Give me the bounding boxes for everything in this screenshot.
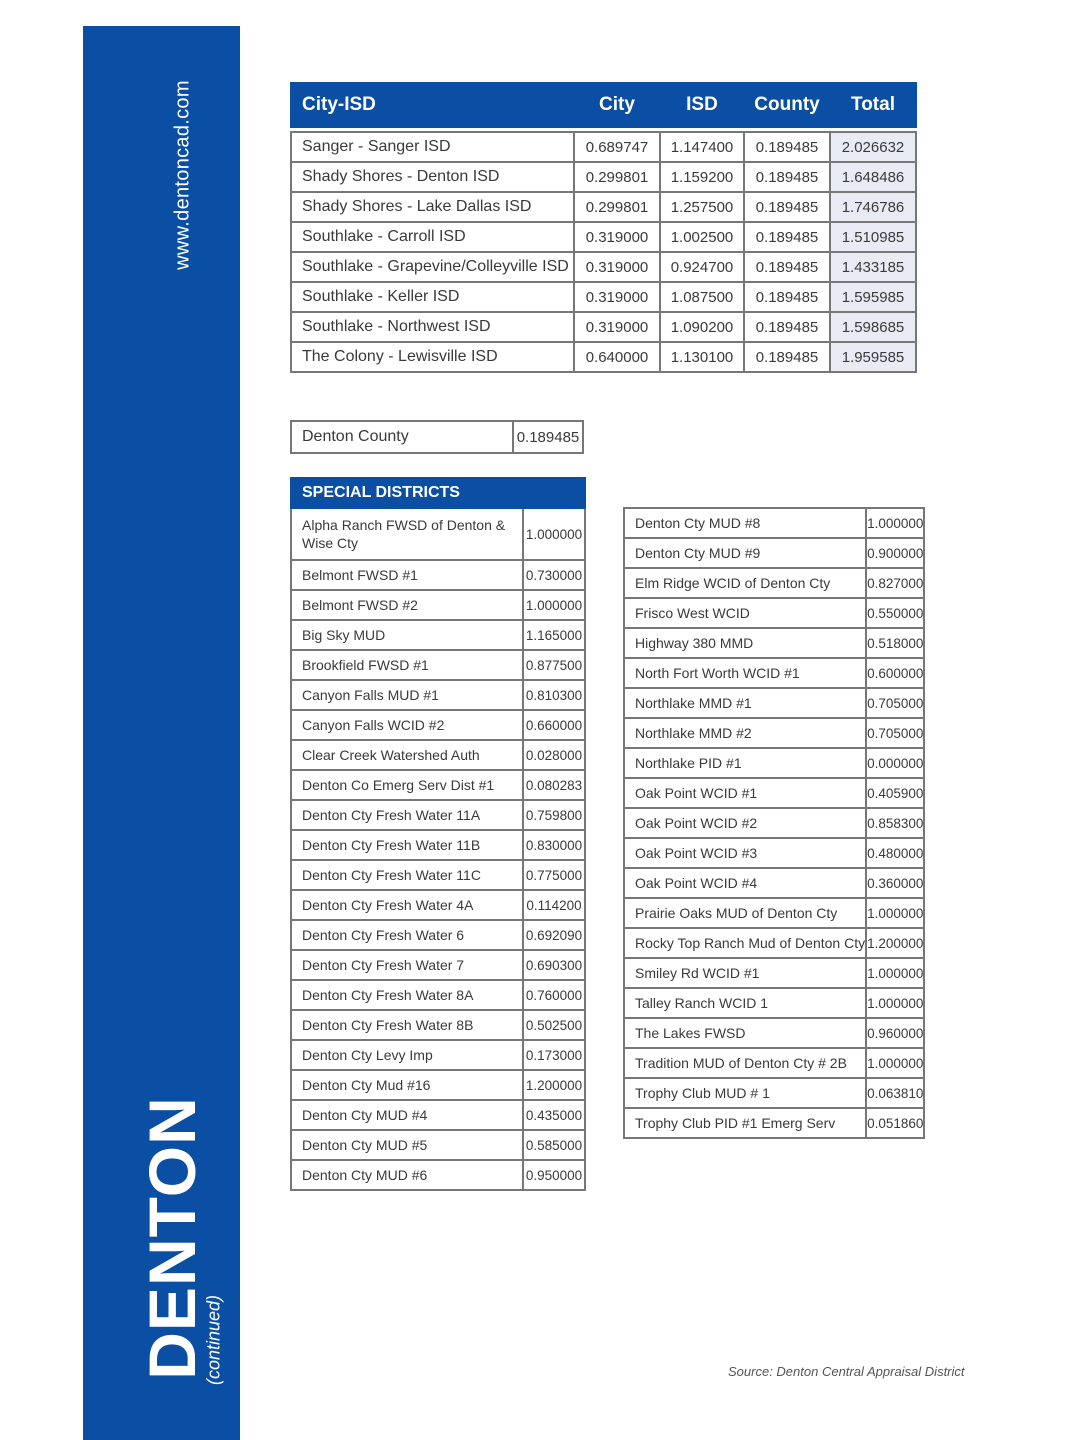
continued-label: (continued) — [203, 1294, 224, 1386]
denton-county-rate-table — [290, 420, 584, 454]
table-row — [624, 988, 924, 1018]
district-rate: 1.000000 — [523, 508, 585, 560]
county-rate: 0.189485 — [513, 421, 583, 453]
district-rate: 1.165000 — [523, 620, 585, 650]
district-name: Denton Cty Fresh Water 11C — [291, 860, 523, 890]
district-name: Denton Cty Fresh Water 11A — [291, 800, 523, 830]
total-rate: 1.433185 — [830, 252, 916, 282]
table-row — [624, 958, 924, 988]
district-name: Elm Ridge WCID of Denton Cty — [624, 568, 866, 598]
table-row — [291, 162, 916, 192]
city-rate: 0.689747 — [574, 132, 660, 162]
district-name: Trophy Club MUD # 1 — [624, 1078, 866, 1108]
table-row — [624, 658, 924, 688]
district-name: Frisco West WCID — [624, 598, 866, 628]
district-name: Denton Cty Fresh Water 7 — [291, 950, 523, 980]
district-name: Prairie Oaks MUD of Denton Cty — [624, 898, 866, 928]
district-name: Tradition MUD of Denton Cty # 2B — [624, 1048, 866, 1078]
district-name: Northlake MMD #1 — [624, 688, 866, 718]
district-name: Canyon Falls MUD #1 — [291, 680, 523, 710]
table-row — [624, 898, 924, 928]
district-name: Northlake PID #1 — [624, 748, 866, 778]
table-row — [291, 830, 585, 860]
table-row — [291, 560, 585, 590]
district-rate: 0.518000 — [866, 628, 924, 658]
district-rate: 0.877500 — [523, 650, 585, 680]
header-isd: ISD — [660, 83, 744, 127]
total-rate: 1.510985 — [830, 222, 916, 252]
city-rate: 0.319000 — [574, 282, 660, 312]
table-row — [624, 508, 924, 538]
county-rate: 0.189485 — [744, 192, 830, 222]
district-rate: 1.000000 — [866, 988, 924, 1018]
table-row — [291, 1130, 585, 1160]
table-row — [291, 421, 583, 453]
source-note: Source: Denton Central Appraisal District — [728, 1364, 965, 1379]
county-rate: 0.189485 — [744, 342, 830, 372]
district-rate: 0.051860 — [866, 1108, 924, 1138]
table-row — [291, 650, 585, 680]
table-row — [291, 508, 585, 560]
table-row — [291, 342, 916, 372]
county-rate: 0.189485 — [744, 222, 830, 252]
district-name: The Lakes FWSD — [624, 1018, 866, 1048]
district-rate: 0.114200 — [523, 890, 585, 920]
county-name: Denton County — [291, 421, 513, 453]
city-rate: 0.319000 — [574, 312, 660, 342]
table-row — [291, 192, 916, 222]
district-rate: 0.858300 — [866, 808, 924, 838]
isd-rate: 1.257500 — [660, 192, 744, 222]
table-row — [291, 680, 585, 710]
city-isd-name: Southlake - Keller ISD — [291, 282, 574, 312]
district-rate: 0.480000 — [866, 838, 924, 868]
district-rate: 0.080283 — [523, 770, 585, 800]
table-row — [291, 1070, 585, 1100]
table-row — [291, 590, 585, 620]
table-row — [624, 688, 924, 718]
district-name: Denton Cty Fresh Water 8A — [291, 980, 523, 1010]
total-rate: 2.026632 — [830, 132, 916, 162]
district-rate: 0.950000 — [523, 1160, 585, 1190]
city-rate: 0.319000 — [574, 252, 660, 282]
district-rate: 0.760000 — [523, 980, 585, 1010]
district-rate: 0.435000 — [523, 1100, 585, 1130]
city-isd-table — [290, 82, 917, 373]
city-isd-name: Southlake - Grapevine/Colleyville ISD — [291, 252, 574, 282]
city-isd-name: Sanger - Sanger ISD — [291, 132, 574, 162]
table-row — [291, 252, 916, 282]
special-districts-header: SPECIAL DISTRICTS — [291, 478, 585, 508]
table-row — [624, 628, 924, 658]
total-rate: 1.598685 — [830, 312, 916, 342]
table-row — [291, 860, 585, 890]
table-row — [291, 620, 585, 650]
district-rate: 0.063810 — [866, 1078, 924, 1108]
city-rate: 0.319000 — [574, 222, 660, 252]
district-name: Denton Cty Mud #16 — [291, 1070, 523, 1100]
district-rate: 0.585000 — [523, 1130, 585, 1160]
table-row — [291, 1040, 585, 1070]
district-name: Denton Cty MUD #5 — [291, 1130, 523, 1160]
district-name: Oak Point WCID #2 — [624, 808, 866, 838]
district-rate: 0.000000 — [866, 748, 924, 778]
table-row — [624, 598, 924, 628]
district-rate: 1.000000 — [866, 1048, 924, 1078]
district-rate: 1.200000 — [523, 1070, 585, 1100]
county-rate: 0.189485 — [744, 312, 830, 342]
city-isd-name: Shady Shores - Denton ISD — [291, 162, 574, 192]
city-isd-name: Shady Shores - Lake Dallas ISD — [291, 192, 574, 222]
district-rate: 0.705000 — [866, 718, 924, 748]
district-name: Denton Cty MUD #6 — [291, 1160, 523, 1190]
header-city-isd: City-ISD — [291, 83, 574, 127]
table-row — [291, 740, 585, 770]
district-rate: 1.000000 — [866, 958, 924, 988]
table-row — [291, 222, 916, 252]
city-isd-name: Southlake - Carroll ISD — [291, 222, 574, 252]
district-name: Smiley Rd WCID #1 — [624, 958, 866, 988]
website-url[interactable]: www.dentoncad.com — [171, 80, 194, 270]
district-rate: 0.775000 — [523, 860, 585, 890]
district-rate: 0.660000 — [523, 710, 585, 740]
isd-rate: 1.087500 — [660, 282, 744, 312]
district-name: Belmont FWSD #1 — [291, 560, 523, 590]
table-row — [291, 770, 585, 800]
table-row — [291, 132, 916, 162]
header-total: Total — [830, 83, 916, 127]
district-rate: 0.405900 — [866, 778, 924, 808]
district-name: Canyon Falls WCID #2 — [291, 710, 523, 740]
total-rate: 1.959585 — [830, 342, 916, 372]
city-isd-name: Southlake - Northwest ISD — [291, 312, 574, 342]
district-name: Denton Cty MUD #8 — [624, 508, 866, 538]
table-header-row — [291, 83, 916, 127]
city-isd-name: The Colony - Lewisville ISD — [291, 342, 574, 372]
district-name: Big Sky MUD — [291, 620, 523, 650]
table-row — [624, 808, 924, 838]
table-row — [624, 1018, 924, 1048]
district-name: Denton Cty MUD #4 — [291, 1100, 523, 1130]
district-name: Denton Cty Fresh Water 4A — [291, 890, 523, 920]
header-county: County — [744, 83, 830, 127]
city-rate: 0.299801 — [574, 162, 660, 192]
district-name: Highway 380 MMD — [624, 628, 866, 658]
table-row — [624, 748, 924, 778]
district-name: Northlake MMD #2 — [624, 718, 866, 748]
district-name: Alpha Ranch FWSD of Denton & Wise Cty — [291, 508, 523, 560]
district-rate: 0.502500 — [523, 1010, 585, 1040]
district-rate: 1.000000 — [866, 898, 924, 928]
isd-rate: 1.002500 — [660, 222, 744, 252]
isd-rate: 1.159200 — [660, 162, 744, 192]
district-rate: 0.600000 — [866, 658, 924, 688]
district-rate: 0.960000 — [866, 1018, 924, 1048]
district-name: Denton Cty Fresh Water 6 — [291, 920, 523, 950]
county-rate: 0.189485 — [744, 162, 830, 192]
isd-rate: 1.147400 — [660, 132, 744, 162]
table-row — [624, 718, 924, 748]
district-name: Belmont FWSD #2 — [291, 590, 523, 620]
table-row — [291, 1160, 585, 1190]
district-rate: 1.000000 — [523, 590, 585, 620]
table-row — [624, 538, 924, 568]
table-row — [624, 1078, 924, 1108]
district-name: Denton Cty Fresh Water 11B — [291, 830, 523, 860]
district-name: Oak Point WCID #3 — [624, 838, 866, 868]
table-row — [291, 710, 585, 740]
county-rate: 0.189485 — [744, 132, 830, 162]
district-rate: 1.000000 — [866, 508, 924, 538]
district-name: Denton Cty MUD #9 — [624, 538, 866, 568]
table-row — [291, 312, 916, 342]
county-rate: 0.189485 — [744, 282, 830, 312]
table-row — [624, 568, 924, 598]
table-row — [624, 778, 924, 808]
district-name: Denton Cty Levy Imp — [291, 1040, 523, 1070]
district-name: Brookfield FWSD #1 — [291, 650, 523, 680]
isd-rate: 1.090200 — [660, 312, 744, 342]
total-rate: 1.595985 — [830, 282, 916, 312]
district-name: Clear Creek Watershed Auth — [291, 740, 523, 770]
special-districts-table-left — [290, 477, 586, 1191]
district-name: Oak Point WCID #4 — [624, 868, 866, 898]
table-row — [291, 890, 585, 920]
header-city: City — [574, 83, 660, 127]
county-rate: 0.189485 — [744, 252, 830, 282]
county-title: DENTON — [135, 1096, 209, 1380]
table-row — [624, 838, 924, 868]
table-row — [291, 1100, 585, 1130]
district-rate: 0.690300 — [523, 950, 585, 980]
table-row — [291, 800, 585, 830]
district-rate: 0.360000 — [866, 868, 924, 898]
table-row — [291, 282, 916, 312]
isd-rate: 0.924700 — [660, 252, 744, 282]
district-name: Talley Ranch WCID 1 — [624, 988, 866, 1018]
district-rate: 0.730000 — [523, 560, 585, 590]
table-row — [291, 980, 585, 1010]
district-rate: 0.173000 — [523, 1040, 585, 1070]
district-rate: 0.759800 — [523, 800, 585, 830]
district-name: Denton Cty Fresh Water 8B — [291, 1010, 523, 1040]
table-row — [624, 928, 924, 958]
district-rate: 0.827000 — [866, 568, 924, 598]
district-name: Rocky Top Ranch Mud of Denton Cty — [624, 928, 866, 958]
table-row — [624, 1108, 924, 1138]
city-rate: 0.640000 — [574, 342, 660, 372]
district-rate: 0.550000 — [866, 598, 924, 628]
district-rate: 1.200000 — [866, 928, 924, 958]
district-name: Oak Point WCID #1 — [624, 778, 866, 808]
district-rate: 0.028000 — [523, 740, 585, 770]
total-rate: 1.648486 — [830, 162, 916, 192]
table-row — [624, 868, 924, 898]
table-row — [291, 1010, 585, 1040]
district-rate: 0.830000 — [523, 830, 585, 860]
district-rate: 0.692090 — [523, 920, 585, 950]
city-rate: 0.299801 — [574, 192, 660, 222]
district-rate: 0.810300 — [523, 680, 585, 710]
district-name: Trophy Club PID #1 Emerg Serv — [624, 1108, 866, 1138]
total-rate: 1.746786 — [830, 192, 916, 222]
district-rate: 0.900000 — [866, 538, 924, 568]
table-row — [291, 920, 585, 950]
special-districts-table-right — [623, 507, 925, 1139]
district-name: North Fort Worth WCID #1 — [624, 658, 866, 688]
table-row — [291, 950, 585, 980]
district-rate: 0.705000 — [866, 688, 924, 718]
district-name: Denton Co Emerg Serv Dist #1 — [291, 770, 523, 800]
table-row — [624, 1048, 924, 1078]
isd-rate: 1.130100 — [660, 342, 744, 372]
